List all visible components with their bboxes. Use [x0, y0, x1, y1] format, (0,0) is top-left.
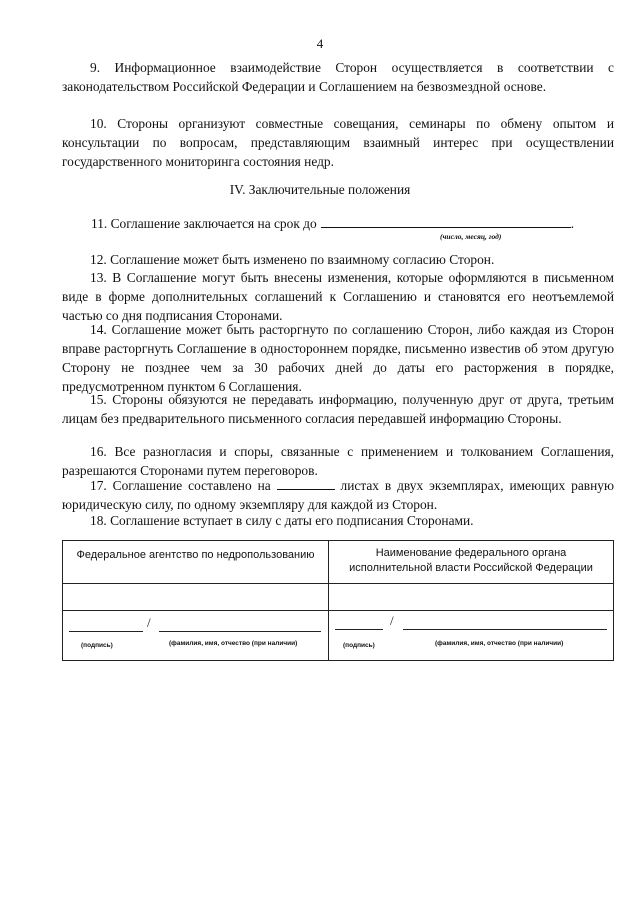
right-party-header [329, 546, 613, 576]
date-hint: (число, месяц, год) [440, 232, 502, 241]
left-name-caption: (фамилия, имя, отчество (при наличии) [169, 640, 298, 647]
paragraph-14-text: 14. Соглашение может быть расторгнуто по соглашению Сторон, либо каждая из Сторон вправе расторгнуть Соглашение в одностороннем порядке, письменно известив об этом другую Сторону не позднее чем за 30 рабочих дней до даты его расторжения в порядке, предусмотренном пунктом 6 Соглашения. [62, 322, 614, 394]
paragraph-18 [62, 511, 614, 530]
page-number: 4 [316, 36, 324, 51]
left-slash: / [147, 615, 151, 630]
sheets-blank-field[interactable] [277, 478, 335, 490]
right-name-caption: (фамилия, имя, отчество (при наличии) [435, 640, 564, 647]
left-name-line[interactable] [159, 631, 321, 632]
paragraph-12 [62, 250, 614, 269]
paragraph-17 [62, 476, 614, 514]
paragraph-14 [62, 320, 614, 396]
right-slash: / [390, 613, 394, 628]
paragraph-11 [91, 216, 574, 232]
paragraph-11-end: . [570, 216, 575, 231]
paragraph-17-text-b: листах в двух экземплярах, имеющих равную юридическую силу, по одному экземпляру для каждой из Сторон. [62, 478, 614, 512]
paragraph-16-text: 16. Все разногласия и споры, связанные с применением и толкованием Соглашения, разрешаются Сторонами путем переговоров. [62, 444, 614, 478]
paragraph-9-text: 9. Информационное взаимодействие Сторон осуществляется в соответствии с законодательством Российской Федерации и Соглашением на безвозмездной основе. [62, 60, 614, 94]
paragraph-15 [62, 390, 614, 428]
right-header-line-1: Наименование федерального органа [375, 547, 567, 559]
paragraph-10 [62, 114, 614, 171]
paragraph-9 [62, 58, 614, 96]
date-blank-field[interactable] [321, 216, 571, 228]
paragraph-13 [62, 268, 614, 325]
paragraph-12-text: 12. Соглашение может быть изменено по взаимному согласию Сторон. [90, 252, 495, 267]
paragraph-13-text: 13. В Соглашение могут быть внесены изменения, которые оформляются в письменном виде в форме дополнительных соглашений к Соглашению и становятся его неотъемлемой частью со дня подписания Сторонами. [62, 270, 614, 323]
row-divider [63, 583, 613, 584]
paragraph-17-body [62, 476, 614, 514]
paragraph-16 [62, 442, 614, 480]
right-name-line[interactable] [403, 629, 607, 630]
right-signature-line[interactable] [335, 629, 383, 630]
section-heading: IV. Заключительные положения [229, 182, 411, 197]
right-header-line-2: исполнительной власти Российской Федерации [349, 562, 593, 574]
left-signature-caption: (подпись) [81, 642, 113, 649]
left-signature-line[interactable] [69, 631, 143, 632]
paragraph-11-text: 11. Соглашение заключается на срок до [91, 216, 317, 231]
paragraph-10-text: 10. Стороны организуют совместные совещания, семинары по обмену опытом и консультации по вопросам, представляющим взаимный интерес при осуществлении государственного мониторинга состояния недр. [62, 116, 614, 169]
right-signature-caption: (подпись) [343, 642, 375, 649]
row-divider [63, 610, 613, 611]
paragraph-18-text: 18. Соглашение вступает в силу с даты его подписания Сторонами. [90, 513, 474, 528]
signature-table [62, 540, 614, 661]
paragraph-17-text-a: 17. Соглашение составлено на [90, 478, 271, 493]
left-party-header: Федеральное агентство по недропользованию [76, 549, 315, 561]
paragraph-15-text: 15. Стороны обязуются не передавать информацию, полученную друг от друга, третьим лицам без предварительного письменного согласия передавшей информацию Стороны. [62, 392, 614, 426]
